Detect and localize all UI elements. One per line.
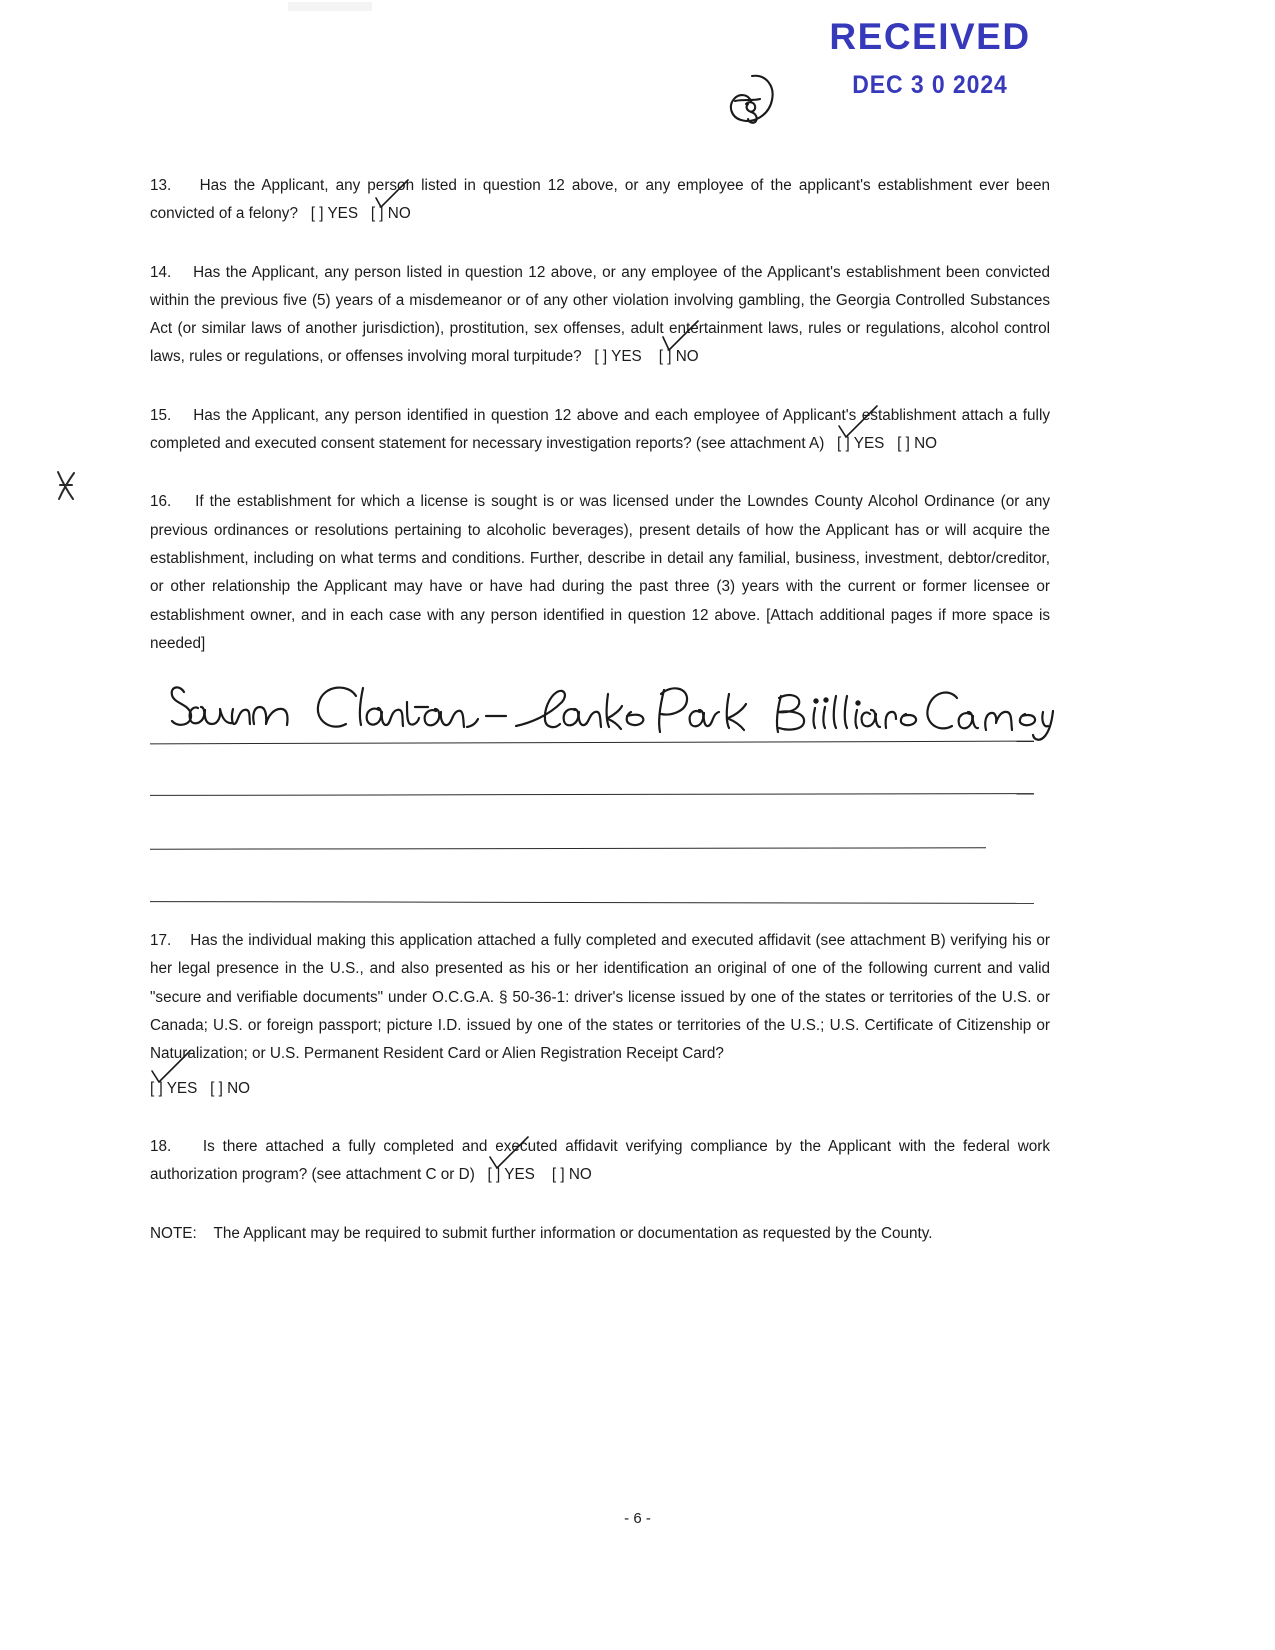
question-13 (150, 172, 1050, 229)
question-17-answer-row (150, 1075, 1050, 1103)
handwritten-initials-icon (722, 68, 784, 130)
question-16-answer-area[interactable] (150, 672, 1050, 887)
question-15-no-label: [ ] NO (897, 435, 938, 453)
question-18-number: 18. (150, 1137, 172, 1155)
question-18-yes-label: [ ] YES (487, 1166, 535, 1184)
question-18-yes-checkbox[interactable] (488, 1161, 535, 1189)
question-14-yes-label: [ ] YES (594, 348, 642, 366)
answer-line-3 (150, 847, 986, 849)
note-label: NOTE: (150, 1224, 197, 1242)
question-14-text: Has the Applicant, any person listed in question 12 above, or any employee of the Applicant's establishment been convicted within the previous five (5) years of a misdemeanor or of any other violation involving gambling, the Georgia Controlled Substances Act (or similar laws of another jurisdiction), prostitution, sex offenses, adult entertainment laws, rules or regulations, alcohol control laws, rules or regulations, or offenses involving moral turpitude? (150, 263, 1051, 366)
question-15-yes-checkbox[interactable] (837, 430, 884, 458)
question-16-number: 16. (150, 493, 172, 511)
question-16-text: If the establishment for which a license is sought is or was licensed under the Lowndes County Alcohol Ordinance (or any previous ordinances or resolutions pertaining to alcoholic beverages), present details of how the Applicant has or will acquire the establishment, including on what terms and conditions. Further, describe in detail any familial, business, investment, debtor/creditor, or other relationship the Applicant may have or have had during the past three (3) years with the current or former licensee or establishment owner, and in each case with any person identified in question 12 above. [Attach additional pages if more space is needed] (150, 493, 1051, 652)
question-14-no-checkbox[interactable] (659, 343, 699, 371)
question-17 (150, 927, 1050, 1068)
question-17-number: 17. (150, 932, 172, 950)
question-15 (150, 402, 1050, 459)
question-13-no-label: [ ] NO (370, 205, 411, 223)
question-17-text: Has the individual making this application attached a fully completed and executed affidavit (see attachment B) verifying his or her legal presence in the U.S., and also presented as his or her identification an original of one of the following current and valid "secure and verifiable documents" under O.C.G.A. § 50-36-1: driver's license issued by one of the states or territories of the U.S. or Canada; U.S. or foreign passport; picture I.D. issued by one of the states or territories of the U.S.; U.S. Certificate of Citizenship or Naturalization; or U.S. Permanent Resident Card or Alien Registration Receipt Card? (150, 932, 1051, 1063)
stamp-title: RECEIVED (829, 16, 1031, 57)
document-body (150, 172, 1050, 1248)
question-14 (150, 259, 1050, 372)
question-13-text: Has the Applicant, any person listed in question 12 above, or any employee of the applicant's establishment ever been convicted of a felony? (150, 177, 1051, 223)
scan-artifact (288, 2, 372, 11)
question-14-no-label: [ ] NO (658, 348, 699, 366)
question-16 (150, 488, 1050, 658)
page-footer (0, 1510, 1275, 1527)
question-14-yes-checkbox[interactable] (594, 343, 641, 371)
question-15-text: Has the Applicant, any person identified in question 12 above and each employee of Applicant's establishment attach a fully completed and executed consent statement for necessary investigation reports? (see attachment A) (150, 406, 1051, 453)
handwritten-answer (164, 674, 1054, 748)
question-17-no-label: [ ] NO (210, 1079, 251, 1097)
margin-x-mark (52, 468, 80, 502)
question-13-number: 13. (150, 177, 172, 194)
question-18 (150, 1133, 1050, 1190)
question-13-no-checkbox[interactable] (371, 200, 411, 228)
note-text: The Applicant may be required to submit further information or documentation as requested by the County. (213, 1224, 933, 1242)
question-17-no-checkbox[interactable] (210, 1075, 250, 1103)
question-15-number: 15. (150, 406, 172, 424)
note-paragraph (150, 1220, 1050, 1248)
answer-line-4 (150, 901, 1034, 904)
question-13-yes-label: [ ] YES (310, 205, 359, 223)
received-stamp (800, 18, 1060, 100)
question-17-yes-label: [ ] YES (150, 1079, 198, 1097)
question-13-yes-checkbox[interactable] (311, 200, 358, 228)
question-17-yes-checkbox[interactable] (150, 1075, 197, 1103)
question-14-number: 14. (150, 263, 172, 281)
answer-line-2 (150, 793, 1034, 796)
question-18-no-checkbox[interactable] (552, 1161, 592, 1189)
page-number: - 6 - (624, 1510, 651, 1527)
question-15-yes-label: [ ] YES (837, 435, 885, 453)
question-15-no-checkbox[interactable] (897, 430, 937, 458)
question-18-text: Is there attached a fully completed and executed affidavit verifying compliance by the Applicant with the federal work authorization program? (see attachment C or D) (150, 1137, 1051, 1184)
stamp-date: DEC 3 0 2024 (852, 71, 1008, 99)
question-18-no-label: [ ] NO (551, 1166, 592, 1184)
